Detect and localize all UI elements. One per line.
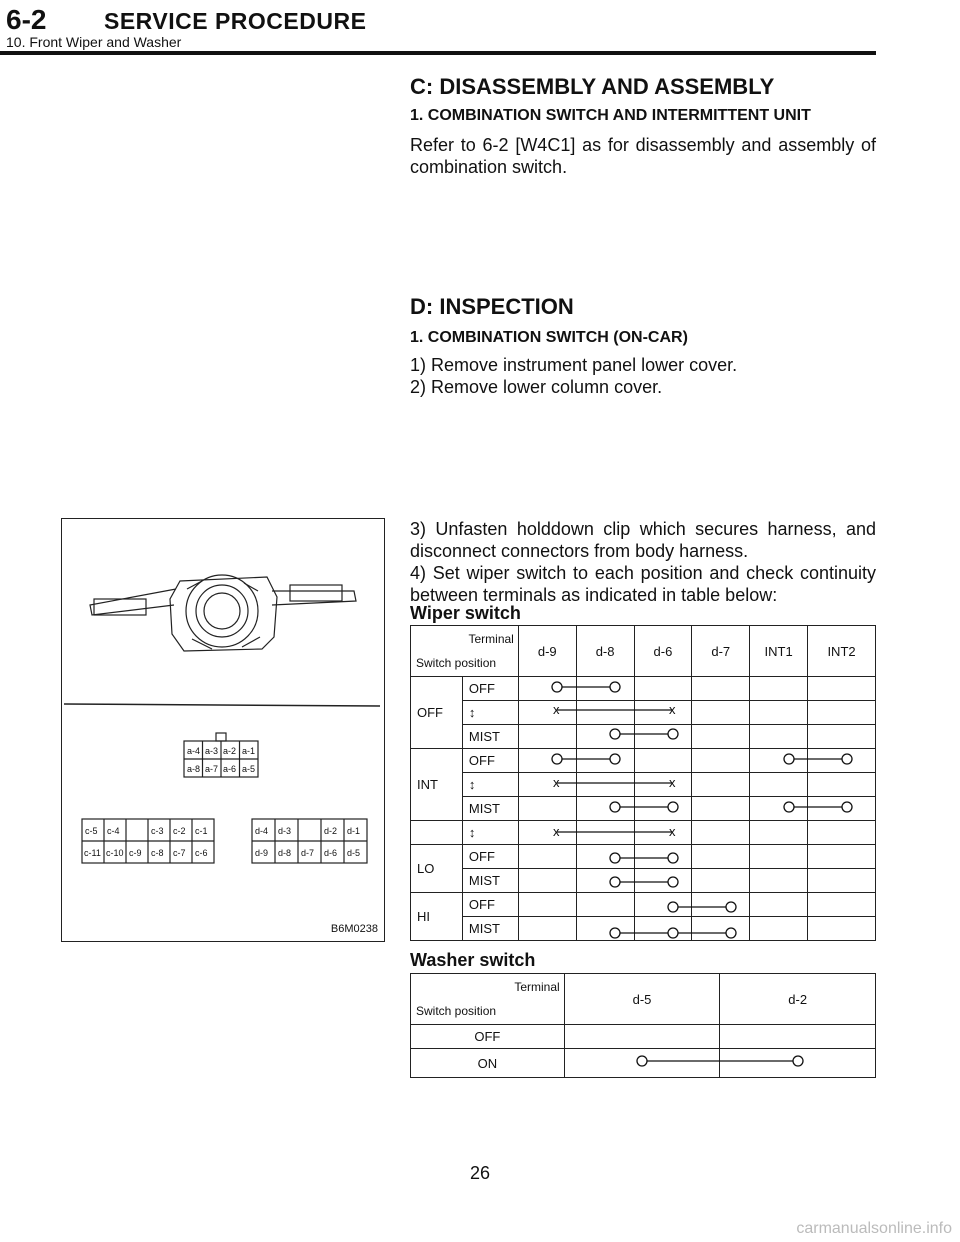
sub-mist: MIST xyxy=(462,797,518,821)
section-d-title: D: INSPECTION xyxy=(410,294,574,319)
washer-header-row xyxy=(411,974,876,1025)
pin-c-1: c-1 xyxy=(195,826,208,836)
sub-mist: MIST xyxy=(462,917,518,941)
section-number: 6-2 xyxy=(6,4,47,35)
step-1: 1) Remove instrument panel lower cover. xyxy=(410,355,738,375)
x-mark: x xyxy=(669,824,676,839)
washer-table-title: Washer switch xyxy=(410,950,536,970)
terminal-label: Terminal xyxy=(514,980,560,994)
sub-transition: ↕ xyxy=(462,701,518,725)
pin-c-5: c-5 xyxy=(85,826,98,836)
right-lever xyxy=(272,591,356,605)
wiper-table-title: Wiper switch xyxy=(410,603,521,623)
pin-d-6: d-6 xyxy=(324,848,338,858)
table-row xyxy=(411,893,876,917)
sub-off: OFF xyxy=(462,893,518,917)
x-mark: x xyxy=(553,775,560,790)
sub-off: OFF xyxy=(462,845,518,869)
terminal-label: Terminal xyxy=(468,632,514,646)
pin-a-2: a-2 xyxy=(223,746,237,756)
section-c-title: C: DISASSEMBLY AND ASSEMBLY xyxy=(410,74,775,99)
group-hi: HI xyxy=(411,893,463,941)
table-row xyxy=(411,869,876,893)
x-mark: x xyxy=(669,775,676,790)
pin-c-2: c-2 xyxy=(173,826,186,836)
table-row xyxy=(411,1025,876,1049)
sub-off: OFF xyxy=(462,677,518,701)
col-d-6: d-6 xyxy=(634,626,692,677)
col-int1: INT1 xyxy=(750,626,808,677)
group-lo: LO xyxy=(411,845,463,893)
combination-switch-illustration xyxy=(62,519,384,941)
sub-mist: MIST xyxy=(462,869,518,893)
table-row xyxy=(411,821,876,845)
page-number: 26 xyxy=(469,1163,491,1183)
left-lever xyxy=(90,589,176,615)
section-d-steps xyxy=(410,518,876,606)
sub-transition: ↕ xyxy=(462,821,518,845)
pin-c-9: c-9 xyxy=(129,848,142,858)
section-c-text: Refer to 6-2 [W4C1] as for disassembly and assembly of combination switch. xyxy=(410,135,876,177)
section-c xyxy=(410,76,876,178)
table-row xyxy=(411,1049,876,1078)
col-d-7: d-7 xyxy=(692,626,750,677)
figure-id: B6M0238 xyxy=(330,923,378,935)
washer-switch-table xyxy=(410,973,876,1078)
table-row xyxy=(411,725,876,749)
right-lever-knob xyxy=(290,585,342,601)
x-mark: x xyxy=(553,702,560,717)
pin-c-10: c-10 xyxy=(106,848,124,858)
x-mark: x xyxy=(669,702,676,717)
col-int2: INT2 xyxy=(808,626,876,677)
step-2: 2) Remove lower column cover. xyxy=(410,377,663,397)
watermark: carmanualsonline.info xyxy=(796,1220,952,1237)
wiper-header-corner xyxy=(411,626,519,677)
pin-d-1: d-1 xyxy=(347,826,361,836)
pin-d-3: d-3 xyxy=(278,826,292,836)
sub-mist: MIST xyxy=(462,725,518,749)
pin-a-6: a-6 xyxy=(223,764,237,774)
washer-row-off: OFF xyxy=(411,1025,565,1049)
sub-transition: ↕ xyxy=(462,773,518,797)
switch-position-label: Switch position xyxy=(416,1004,497,1018)
switch-position-label: Switch position xyxy=(416,656,497,670)
figure-divider xyxy=(64,704,380,706)
col-d-5: d-5 xyxy=(564,974,720,1025)
pin-d-5: d-5 xyxy=(347,848,361,858)
pin-c-7: c-7 xyxy=(173,848,186,858)
pin-a-8: a-8 xyxy=(187,764,201,774)
group-int: INT xyxy=(411,749,463,821)
pin-d-7: d-7 xyxy=(301,848,315,858)
table-row xyxy=(411,917,876,941)
table-row xyxy=(411,845,876,869)
pin-d-4: d-4 xyxy=(255,826,269,836)
washer-row-on: ON xyxy=(411,1049,565,1078)
table-row xyxy=(411,677,876,701)
table-row xyxy=(411,701,876,725)
steering-column-ring xyxy=(186,575,258,647)
header-rule xyxy=(0,51,876,55)
pin-d-9: d-9 xyxy=(255,848,269,858)
pin-a-3: a-3 xyxy=(205,746,219,756)
pin-d-2: d-2 xyxy=(324,826,338,836)
sub-off: OFF xyxy=(462,749,518,773)
table-row xyxy=(411,749,876,773)
step-4: 4) Set wiper switch to each position and check continuity between terminals as indicated in table below: xyxy=(410,563,876,605)
x-mark: x xyxy=(553,824,560,839)
group-off: OFF xyxy=(411,677,463,749)
wiper-switch-table xyxy=(410,625,876,941)
pin-c-11: c-11 xyxy=(84,848,101,858)
table-row xyxy=(411,797,876,821)
section-c-subtitle: 1. COMBINATION SWITCH AND INTERMITTENT UNIT xyxy=(410,107,811,124)
pin-a-1: a-1 xyxy=(242,746,256,756)
washer-header-corner xyxy=(411,974,565,1025)
col-d-9: d-9 xyxy=(518,626,576,677)
table-row xyxy=(411,773,876,797)
subsection-title: 10. Front Wiper and Washer xyxy=(6,34,182,50)
section-d-subtitle: 1. COMBINATION SWITCH (ON-CAR) xyxy=(410,329,688,346)
combination-switch-figure xyxy=(61,518,385,942)
pin-a-7: a-7 xyxy=(205,764,219,774)
col-d-8: d-8 xyxy=(576,626,634,677)
step-3: 3) Unfasten holddown clip which secures harness, and disconnect connectors from body harness. xyxy=(410,519,876,561)
pin-d-8: d-8 xyxy=(278,848,292,858)
pin-c-6: c-6 xyxy=(195,848,208,858)
left-lever-knob xyxy=(94,599,146,615)
pin-a-5: a-5 xyxy=(242,764,256,774)
pin-a-4: a-4 xyxy=(187,746,201,756)
pin-c-4: c-4 xyxy=(107,826,120,836)
section-d xyxy=(410,296,876,398)
pin-c-3: c-3 xyxy=(151,826,164,836)
col-d-2: d-2 xyxy=(720,974,876,1025)
pin-c-8: c-8 xyxy=(151,848,164,858)
section-title: SERVICE PROCEDURE xyxy=(104,8,367,34)
wiper-header-row xyxy=(411,626,876,677)
